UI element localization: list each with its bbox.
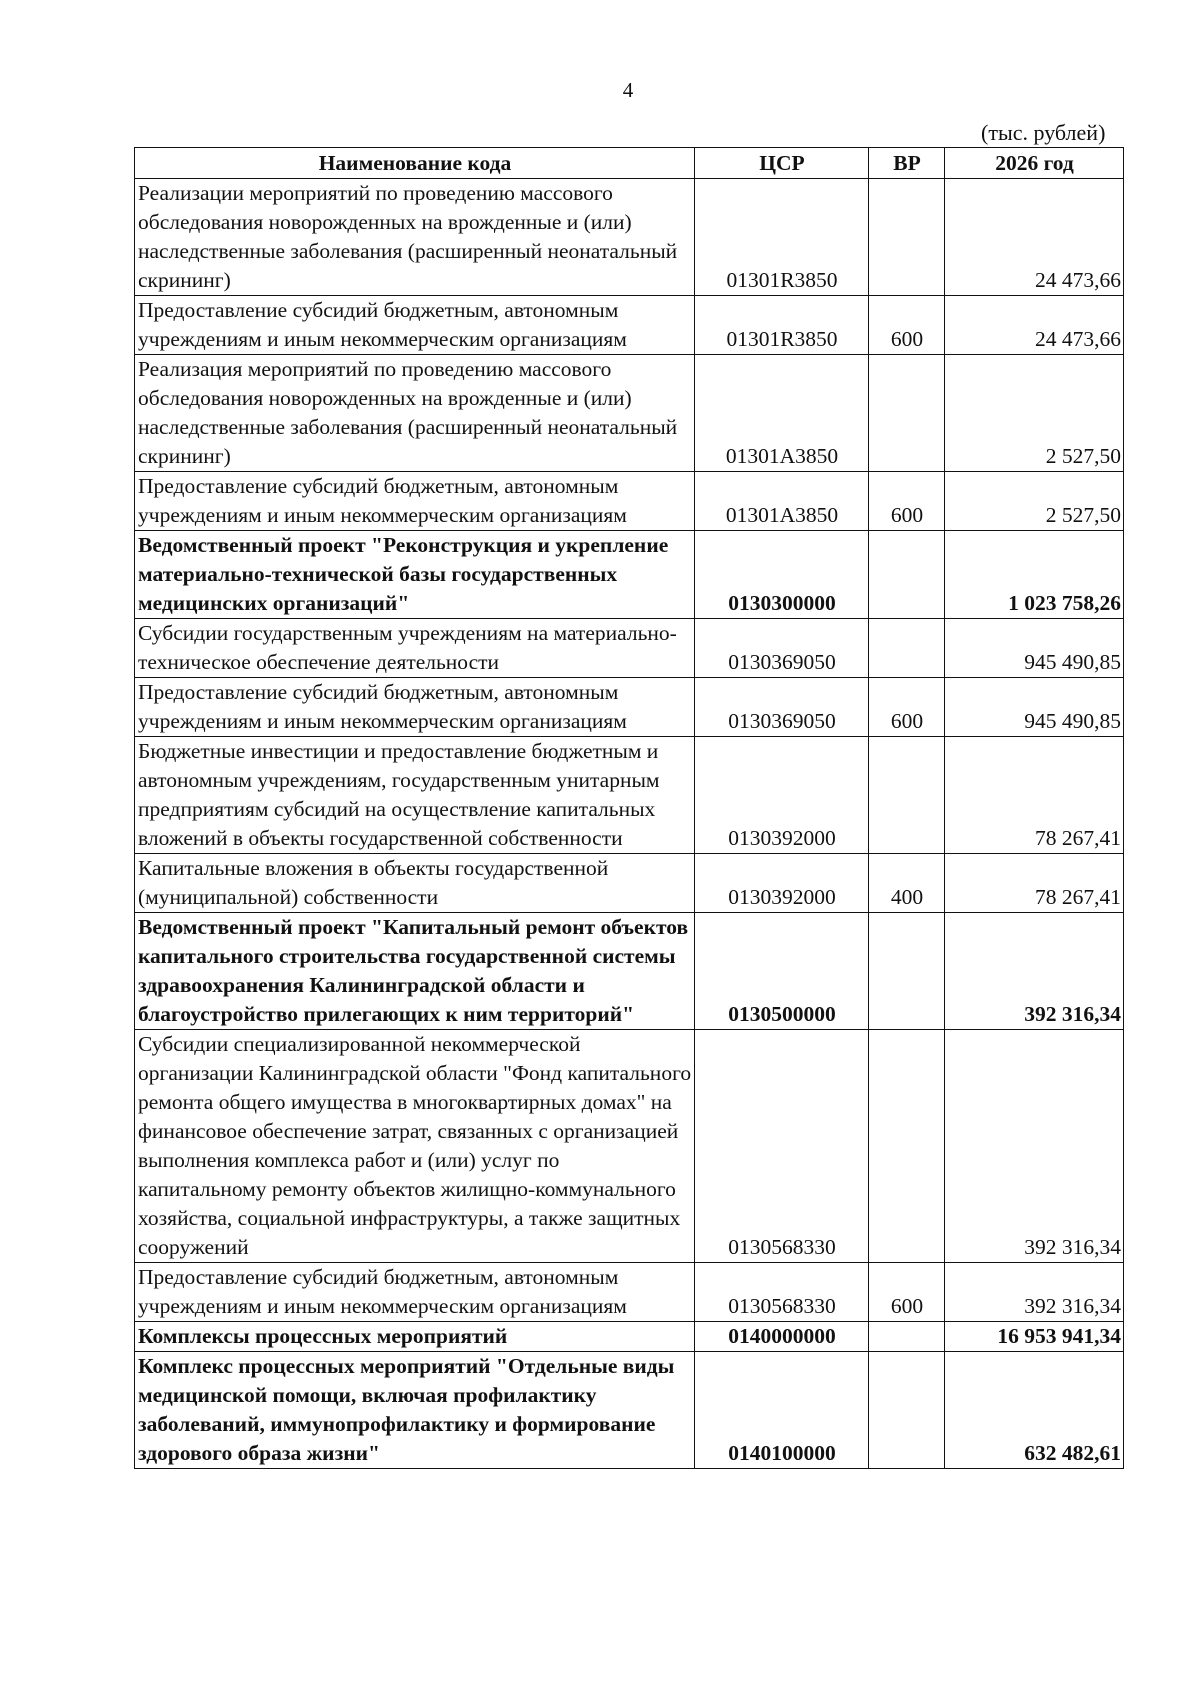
row-csr: 0130369050 bbox=[695, 619, 869, 678]
table-row bbox=[135, 472, 1124, 531]
row-vr bbox=[869, 179, 945, 296]
table-row bbox=[135, 531, 1124, 619]
row-vr: 600 bbox=[869, 1263, 945, 1322]
row-vr: 600 bbox=[869, 678, 945, 737]
row-csr: 01301R3850 bbox=[695, 179, 869, 296]
table-body bbox=[135, 179, 1124, 1469]
row-sum: 2 527,50 bbox=[945, 472, 1124, 531]
row-csr: 0130392000 bbox=[695, 854, 869, 913]
row-sum: 24 473,66 bbox=[945, 296, 1124, 355]
budget-table bbox=[134, 147, 1124, 1469]
table-row bbox=[135, 737, 1124, 854]
row-name: Ведомственный проект "Капитальный ремонт объектов капитального строительства государственной системы здравоохранения Калининградской области и благоустройство прилегающих к ним территорий" bbox=[135, 913, 695, 1030]
units-label: (тыс. рублей) bbox=[981, 120, 1106, 145]
table-row bbox=[135, 355, 1124, 472]
row-name: Реализации мероприятий по проведению массового обследования новорожденных на врожденные и (или) наследственные заболевания (расширенный неонатальный скрининг) bbox=[135, 179, 695, 296]
row-sum: 1 023 758,26 bbox=[945, 531, 1124, 619]
row-name: Предоставление субсидий бюджетным, автономным учреждениям и иным некоммерческим организациям bbox=[135, 472, 695, 531]
row-sum: 392 316,34 bbox=[945, 1263, 1124, 1322]
row-sum: 78 267,41 bbox=[945, 854, 1124, 913]
row-csr: 0130369050 bbox=[695, 678, 869, 737]
table-row bbox=[135, 1352, 1124, 1469]
table-row bbox=[135, 1263, 1124, 1322]
row-sum: 945 490,85 bbox=[945, 619, 1124, 678]
row-sum: 16 953 941,34 bbox=[945, 1322, 1124, 1352]
header-csr: ЦСР bbox=[695, 148, 869, 179]
row-vr bbox=[869, 1352, 945, 1469]
row-name: Предоставление субсидий бюджетным, автономным учреждениям и иным некоммерческим организациям bbox=[135, 1263, 695, 1322]
header-year: 2026 год bbox=[945, 148, 1124, 179]
row-vr bbox=[869, 1030, 945, 1263]
header-name: Наименование кода bbox=[135, 148, 695, 179]
row-csr: 01301R3850 bbox=[695, 296, 869, 355]
table-row bbox=[135, 678, 1124, 737]
row-vr bbox=[869, 737, 945, 854]
row-csr: 0130300000 bbox=[695, 531, 869, 619]
row-csr: 0130392000 bbox=[695, 737, 869, 854]
row-name: Предоставление субсидий бюджетным, автономным учреждениям и иным некоммерческим организациям bbox=[135, 678, 695, 737]
table-row bbox=[135, 1322, 1124, 1352]
row-sum: 392 316,34 bbox=[945, 913, 1124, 1030]
row-csr: 01301A3850 bbox=[695, 355, 869, 472]
row-csr: 0130500000 bbox=[695, 913, 869, 1030]
row-name: Предоставление субсидий бюджетным, автономным учреждениям и иным некоммерческим организациям bbox=[135, 296, 695, 355]
row-sum: 2 527,50 bbox=[945, 355, 1124, 472]
row-name: Бюджетные инвестиции и предоставление бюджетным и автономным учреждениям, государственным унитарным предприятиям субсидий на осуществление капитальных вложений в объекты государственной собственности bbox=[135, 737, 695, 854]
row-name: Субсидии государственным учреждениям на материально-техническое обеспечение деятельности bbox=[135, 619, 695, 678]
row-sum: 392 316,34 bbox=[945, 1030, 1124, 1263]
row-vr bbox=[869, 531, 945, 619]
table-header-row bbox=[135, 148, 1124, 179]
table-row bbox=[135, 179, 1124, 296]
page-number: 4 bbox=[622, 78, 634, 102]
row-csr: 0140100000 bbox=[695, 1352, 869, 1469]
table-row bbox=[135, 1030, 1124, 1263]
row-vr: 600 bbox=[869, 296, 945, 355]
table-row bbox=[135, 913, 1124, 1030]
row-name: Ведомственный проект "Реконструкция и укрепление материально-технической базы государственных медицинских организаций" bbox=[135, 531, 695, 619]
row-sum: 945 490,85 bbox=[945, 678, 1124, 737]
row-csr: 0130568330 bbox=[695, 1030, 869, 1263]
row-name: Реализация мероприятий по проведению массового обследования новорожденных на врожденные и (или) наследственные заболевания (расширенный неонатальный скрининг) bbox=[135, 355, 695, 472]
row-sum: 632 482,61 bbox=[945, 1352, 1124, 1469]
row-vr bbox=[869, 913, 945, 1030]
row-vr: 600 bbox=[869, 472, 945, 531]
header-vr: ВР bbox=[869, 148, 945, 179]
row-name: Комплекс процессных мероприятий "Отдельные виды медицинской помощи, включая профилактику заболеваний, иммунопрофилактику и формирование здорового образа жизни" bbox=[135, 1352, 695, 1469]
row-name: Комплексы процессных мероприятий bbox=[135, 1322, 695, 1352]
row-vr bbox=[869, 355, 945, 472]
row-name: Субсидии специализированной некоммерческой организации Калининградской области "Фонд капитального ремонта общего имущества в многоквартирных домах" на финансовое обеспечение затрат, связанных с организацией выполнения комплекса работ и (или) услуг по капитальному ремонту объектов жилищно-коммунального хозяйства, социальной инфраструктуры, а также защитных сооружений bbox=[135, 1030, 695, 1263]
row-csr: 01301A3850 bbox=[695, 472, 869, 531]
row-name: Капитальные вложения в объекты государственной (муниципальной) собственности bbox=[135, 854, 695, 913]
row-sum: 24 473,66 bbox=[945, 179, 1124, 296]
row-vr bbox=[869, 619, 945, 678]
row-sum: 78 267,41 bbox=[945, 737, 1124, 854]
row-vr: 400 bbox=[869, 854, 945, 913]
row-csr: 0140000000 bbox=[695, 1322, 869, 1352]
table-row bbox=[135, 854, 1124, 913]
table-row bbox=[135, 296, 1124, 355]
row-vr bbox=[869, 1322, 945, 1352]
table-row bbox=[135, 619, 1124, 678]
row-csr: 0130568330 bbox=[695, 1263, 869, 1322]
